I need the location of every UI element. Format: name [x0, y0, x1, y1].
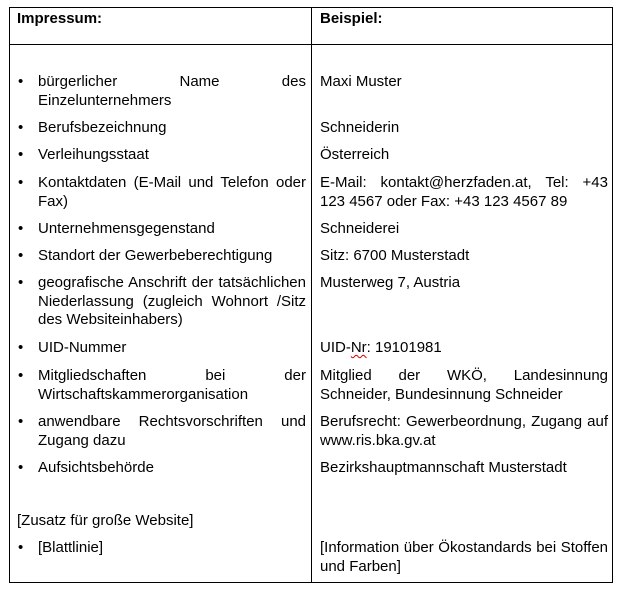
row-label-beruf: Berufsbezeichnung: [38, 119, 167, 136]
bullet-icon: [18, 220, 23, 239]
row-value-gegenstand: Schneiderei: [320, 220, 400, 237]
row-value-recht: Berufsrecht: Gewerbeordnung, Zugang auf www.ris.bka.gv.at: [320, 413, 608, 449]
row-label-aufsicht: Aufsichtsbehörde: [38, 459, 154, 476]
header-beispiel: Beispiel:: [320, 10, 383, 27]
header-impressum: Impressum:: [17, 10, 103, 27]
bullet-icon: [18, 459, 23, 478]
row-value-staat: Österreich: [320, 146, 390, 163]
bullet-icon: [18, 274, 23, 293]
row-value-mitglied: Mitglied der WKÖ, Landesinnung Schneider, Bundesinnung Schneider: [320, 367, 608, 403]
row-value-blattlinie: [Information über Ökostandards bei Stoffen und Farben]: [320, 539, 608, 575]
bullet-icon: [18, 119, 23, 138]
zusatz-note: [Zusatz für große Website]: [17, 512, 194, 529]
header-divider: [10, 44, 612, 45]
bullet-icon: [18, 339, 23, 358]
row-label-blattlinie: [Blattlinie]: [38, 539, 104, 556]
row-label-standort: Standort der Gewerbeberechtigung: [38, 247, 273, 264]
row-value-standort: Sitz: 6700 Musterstadt: [320, 247, 470, 264]
row-label-staat: Verleihungsstaat: [38, 146, 149, 163]
row-value-beruf: Schneiderin: [320, 119, 400, 136]
row-label-mitglied: Mitgliedschaften bei der Wirtschaftskammerorganisation: [38, 367, 306, 403]
row-label-kontakt: Kontaktdaten (E-Mail und Telefon oder Fax): [38, 174, 306, 210]
bullet-icon: [18, 146, 23, 165]
row-label-uid: UID-Nummer: [38, 339, 127, 356]
bullet-icon: [18, 539, 23, 558]
row-value-anschrift: Musterweg 7, Austria: [320, 274, 461, 291]
spellcheck-mark: Nr: [350, 339, 367, 356]
bullet-icon: [18, 413, 23, 432]
bullet-icon: [18, 247, 23, 266]
row-value-name: Maxi Muster: [320, 73, 402, 90]
impressum-table: [9, 7, 613, 583]
row-label-anschrift: geografische Anschrift der tatsächlichen Niederlassung (zugleich Wohnort /Sitz des Websiteinhabers): [38, 274, 306, 328]
row-value-kontakt: E-Mail: kontakt@herzfaden.at, Tel: +43 123 4567 oder Fax: +43 123 4567 89: [320, 174, 608, 210]
row-label-name: bürgerlicher Name des Einzelunternehmers: [38, 73, 306, 109]
row-value-uid: UID-Nr: 19101981: [320, 339, 442, 356]
column-divider: [311, 8, 312, 582]
row-label-gegenstand: Unternehmensgegenstand: [38, 220, 215, 237]
bullet-icon: [18, 73, 23, 92]
bullet-icon: [18, 367, 23, 386]
bullet-icon: [18, 174, 23, 193]
row-label-recht: anwendbare Rechtsvorschriften und Zugang dazu: [38, 413, 306, 449]
row-value-aufsicht: Bezirkshauptmannschaft Musterstadt: [320, 459, 567, 476]
